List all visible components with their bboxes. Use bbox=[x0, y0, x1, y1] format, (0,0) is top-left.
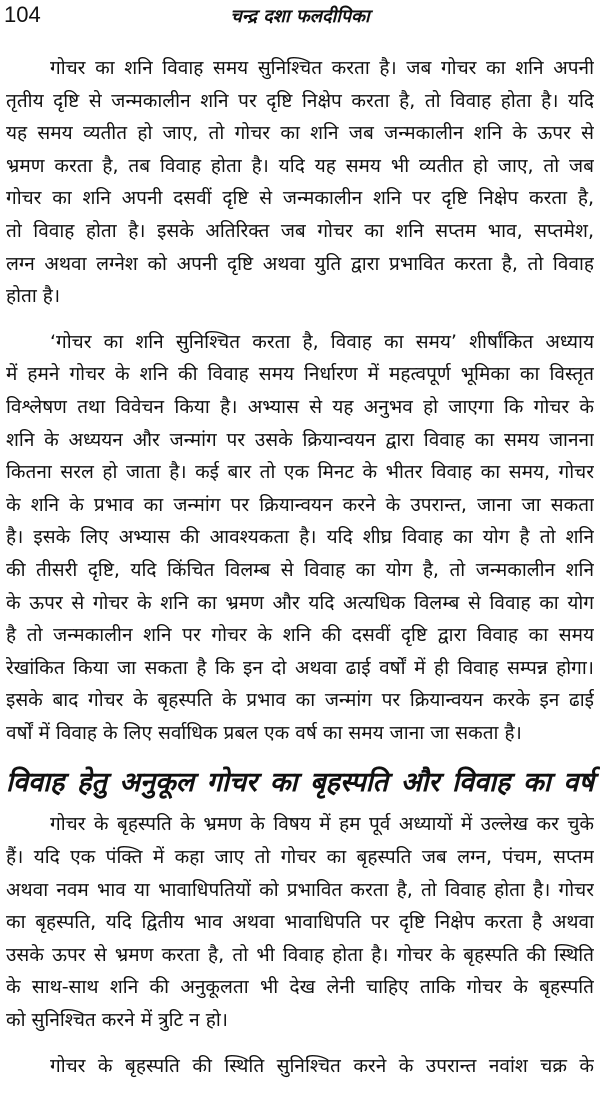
running-title: चन्द्र दशा फलदीपिका bbox=[230, 6, 370, 27]
text-line: यह समय व्यतीत हो जाए, तो गोचर का शनि जब जन्मकालीन शनि के ऊपर से bbox=[6, 122, 594, 145]
text-line: कितना सरल हो जाता है। कई बार तो एक मिनट के भीतर विवाह का समय, गोचर bbox=[6, 461, 594, 484]
paragraphs-after-heading bbox=[6, 808, 594, 1082]
section-heading: विवाह हेतु अनुकूल गोचर का बृहस्पति और विवाह का वर्ष bbox=[6, 767, 594, 799]
text-line: में हमने गोचर के शनि की विवाह समय निर्धारण में महत्वपूर्ण भूमिका का विस्तृत bbox=[6, 363, 594, 386]
text-line: वर्षों में विवाह के लिए सर्वाधिक प्रबल एक वर्ष का समय जाना जा सकता है। bbox=[6, 721, 522, 744]
text-line: लग्न अथवा लग्नेश को अपनी दृष्टि अथवा युति द्वारा प्रभावित करता है, तो विवाह bbox=[6, 252, 594, 275]
text-line: तृतीय दृष्टि से जन्मकालीन शनि पर दृष्टि निक्षेप करता है, तो विवाह होता है। यदि bbox=[6, 89, 594, 112]
text-line: इसके बाद गोचर के बृहस्पति के प्रभाव का जन्मांग पर क्रियान्वयन करके इन ढाई bbox=[6, 689, 594, 712]
page-body bbox=[6, 52, 594, 1095]
text-line: शनि के अध्ययन और जन्मांग पर उसके क्रियान्वयन द्वारा विवाह का समय जानना bbox=[6, 428, 594, 451]
page-header bbox=[0, 0, 600, 34]
text-line: रेखांकित किया जा सकता है कि इन दो अथवा ढाई वर्षों में ही विवाह सम्पन्न होगा। bbox=[6, 656, 594, 679]
text-line: का बृहस्पति, यदि द्वितीय भाव अथवा भावाधिपति पर दृष्टि निक्षेप करता है अथवा bbox=[6, 911, 594, 934]
text-line: की तीसरी दृष्टि, यदि किंचित विलम्ब से विवाह का योग है, तो जन्मकालीन शनि bbox=[6, 558, 594, 581]
text-line: विश्लेषण तथा विवेचन किया है। अभ्यास से यह अनुभव हो जाएगा कि गोचर के bbox=[6, 395, 594, 418]
paragraph bbox=[6, 808, 594, 1036]
text-line: है। इसके लिए अभ्यास की आवश्यकता है। यदि शीघ्र विवाह का योग है तो शनि bbox=[6, 526, 594, 549]
paragraphs-before-heading bbox=[6, 52, 594, 749]
text-line: है तो जन्मकालीन शनि पर गोचर के शनि की दसवीं दृष्टि द्वारा विवाह का समय bbox=[6, 624, 594, 647]
text-line: उसके ऊपर से भ्रमण करता है, तो भी विवाह होता है। गोचर के बृहस्पति की स्थिति bbox=[6, 943, 594, 966]
text-line: गोचर का शनि विवाह समय सुनिश्चित करता है। जब गोचर का शनि अपनी bbox=[50, 57, 594, 79]
text-line: के ऊपर से गोचर के शनि का भ्रमण और यदि अत्यधिक विलम्ब से विवाह का योग bbox=[6, 591, 594, 614]
text-line: गोचर का शनि अपनी दसवीं दृष्टि से जन्मकालीन शनि पर दृष्टि निक्षेप करता है, bbox=[6, 187, 594, 210]
text-line: को सुनिश्चित करने में त्रुटि न हो। bbox=[6, 1009, 228, 1032]
paragraph bbox=[6, 326, 594, 750]
text-line: अथवा नवम भाव या भावाधिपतियों को प्रभावित करता है, तो विवाह होता है। गोचर bbox=[6, 878, 594, 901]
text-line: के शनि के प्रभाव का जन्मांग पर क्रियान्वयन करने के उपरान्त, जाना जा सकता bbox=[6, 493, 594, 516]
text-line: ‘गोचर का शनि सुनिश्चित करता है, विवाह का समय’ शीर्षांकित अध्याय bbox=[50, 330, 594, 353]
text-line: भ्रमण करता है, तब विवाह होता है। यदि यह समय भी व्यतीत हो जाए, तो जब bbox=[6, 154, 594, 177]
text-line: तो विवाह होता है। इसके अतिरिक्त जब गोचर का शनि सप्तम भाव, सप्तमेश, bbox=[6, 219, 594, 242]
text-line: गोचर के बृहस्पति की स्थिति सुनिश्चित करने के उपरान्त नवांश चक्र के bbox=[50, 1054, 594, 1077]
text-line: गोचर के बृहस्पति के भ्रमण के विषय में हम पूर्व अध्यायों में उल्लेख कर चुके bbox=[50, 813, 594, 836]
paragraph bbox=[6, 52, 594, 313]
text-line: हैं। यदि एक पंक्ति में कहा जाए तो गोचर का बृहस्पति जब लग्न, पंचम, सप्तम bbox=[6, 846, 594, 869]
text-line: होता है। bbox=[6, 285, 61, 308]
page-number: 104 bbox=[4, 2, 41, 27]
text-line: के साथ-साथ शनि की अनुकूलता भी देख लेनी चाहिए ताकि गोचर के बृहस्पति bbox=[6, 976, 594, 999]
